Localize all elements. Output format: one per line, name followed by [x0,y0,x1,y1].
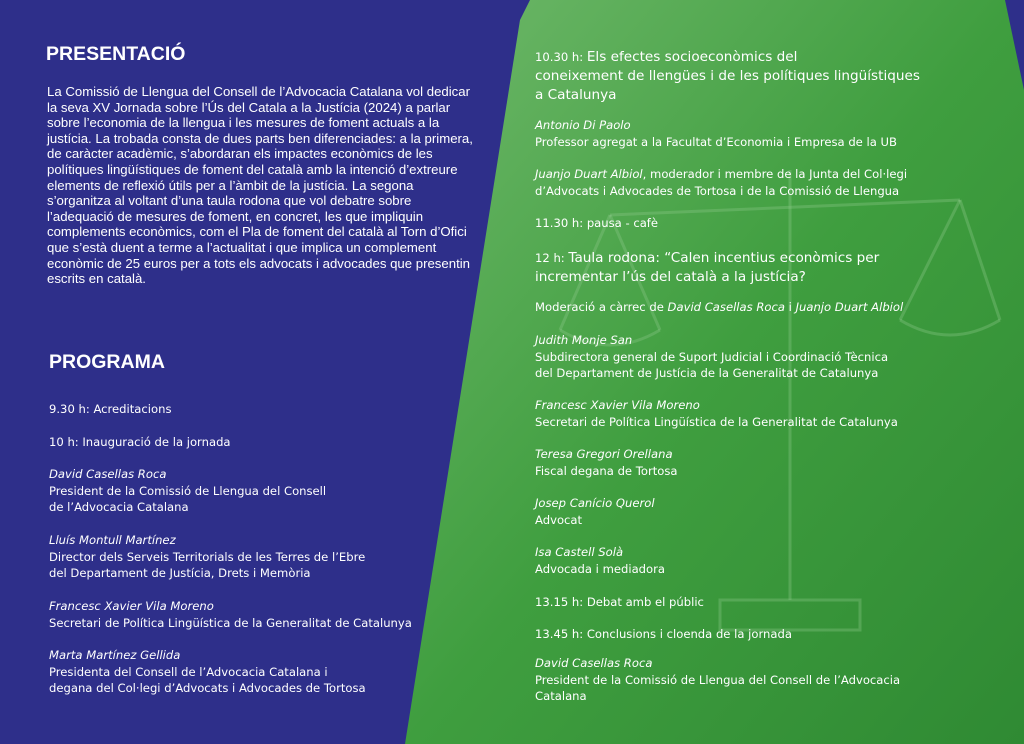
session1-title: coneixement de llengües i de les polítiques lingüístiques [535,68,920,84]
speaker-role: degana del Col·legi d’Advocats i Advocades de Tortosa [49,681,366,695]
speaker-role: Catalana [535,689,587,703]
speaker-name: Marta Martínez Gellida [49,648,181,662]
speaker-name: Francesc Xavier Vila Moreno [49,599,214,613]
taula-rodona [535,249,879,287]
speaker-role: Professor agregat a la Facultat d’Economia i Empresa de la UB [535,134,897,149]
panel-entry [535,495,655,528]
presentacio-title: PRESENTACIÓ [46,43,186,65]
speaker-role: de l’Advocacia Catalana [49,500,189,514]
panel-name: Francesc Xavier Vila Moreno [535,398,700,412]
moderacio-item [535,299,903,316]
speaker-role: Director dels Serveis Territorials de les Terres de l’Ebre [49,549,366,564]
speaker-entry [535,117,897,150]
programa-title: PROGRAMA [49,351,165,373]
speaker-role: , moderador i membre de la Junta del Col·legi [642,167,908,181]
panel-entry [535,332,888,382]
conclusions-item: 13.45 h: Conclusions i cloenda de la jornada [535,627,792,641]
panel-name: Judith Monje San [535,333,633,347]
taula-time: 12 h: [535,251,565,265]
presentacio-text: La Comissió de Llengua del Consell de l’Advocacia Catalana vol dedicar la seva XV Jornada sobre l’Ús del Catala a la Justícia (2024) a parlar sobre l’economia de la llengua i les mesures de foment actuals a la justícia. La trobada consta de dues parts ben diferenciades: a la primera, de caràcter acadèmic, s’abordaran els impactes econòmics de les polítiques lingüístiques de foment del català amb la intenció d’extreure elements de reflexió útils per a l’àmbit de la justícia. La segona s’organitza al voltant d’una taula rodona que vol debatre sobre l’adequació de mesures de foment, en concret, les que impliquin complements econòmics, com el Pla de foment del català al Torn d’Ofici que s’està duent a terme a l’actualitat i que implica un complement econòmic de 25 euros per a tots els advocats i advocades que presentin escrits en català. [47,84,473,287]
panel-role: Fiscal degana de Tortosa [535,463,678,478]
panel-entry [535,397,898,430]
moderator-name: Juanjo Duart Albiol [795,300,904,314]
inauguracio-item: 10 h: Inauguració de la jornada [49,435,231,449]
closing-speaker [535,655,900,705]
speaker-entry [49,598,412,631]
moderacio-prefix: Moderació a càrrec de [535,300,668,314]
panel-role: Secretari de Política Lingüística de la Generalitat de Catalunya [535,414,898,429]
speaker-role: Presidenta del Consell de l’Advocacia Catalana i [49,664,328,679]
panel-name: Isa Castell Solà [535,545,624,559]
speaker-name: Juanjo Duart Albiol [535,167,643,181]
session1-title: Els efectes socioeconòmics del [586,49,798,65]
panel-name: Teresa Gregori Orellana [535,447,673,461]
session1-title: a Catalunya [535,87,617,103]
speaker-role: del Departament de Justícia, Drets i Memòria [49,566,311,580]
panel-role: del Departament de Justícia de la Generalitat de Catalunya [535,366,879,380]
session1-time: 10.30 h: [535,50,584,64]
speaker-entry [49,466,326,516]
panel-entry [535,446,678,479]
speaker-name: David Casellas Roca [49,467,167,481]
speaker-name: Antonio Di Paolo [535,118,631,132]
speaker-role: President de la Comissió de Llengua del Consell de l’Advocacia [535,672,901,687]
panel-role: Subdirectora general de Suport Judicial i Coordinació Tècnica [535,349,889,364]
acreditacions-item: 9.30 h: Acreditacions [49,402,172,416]
speaker-name: David Casellas Roca [535,656,653,670]
moderacio-mid: i [784,300,796,314]
panel-name: Josep Canício Querol [535,496,655,510]
pausa-item: 11.30 h: pausa - cafè [535,216,659,230]
session1 [535,48,920,105]
taula-title: Taula rodona: “Calen incentius econòmics per [568,250,880,266]
moderator-name: David Casellas Roca [667,300,785,314]
panel-role: Advocat [535,512,583,527]
panel-role: Advocada i mediadora [535,561,666,576]
speaker-entry [49,532,365,582]
speaker-role: d’Advocats i Advocades de Tortosa i de la Comissió de Llengua [535,183,900,198]
panel-entry [535,544,665,577]
speaker-entry [535,166,907,199]
speaker-role: President de la Comissió de Llengua del Consell [49,483,327,498]
right-column [535,0,1005,744]
taula-title: incrementar l’ús del català a la justícia? [535,269,806,285]
left-column [0,0,480,744]
speaker-role: Secretari de Política Lingüística de la Generalitat de Catalunya [49,615,412,630]
debat-item: 13.15 h: Debat amb el públic [535,595,704,609]
speaker-entry [49,647,366,697]
speaker-name: Lluís Montull Martínez [49,533,176,547]
